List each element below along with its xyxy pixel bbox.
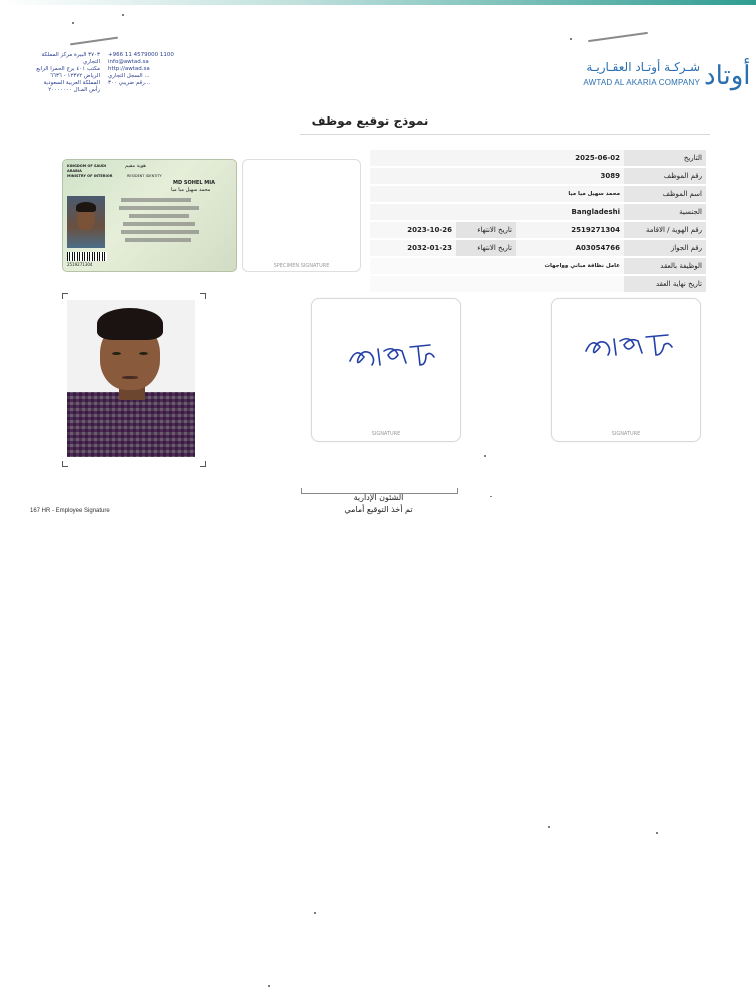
- id-card-text-line: [125, 238, 191, 242]
- scan-pen-mark: [70, 37, 118, 46]
- scan-speck: [72, 22, 74, 24]
- contact-line: رقم ضريبي ٣٠٠...: [108, 80, 151, 86]
- hr-department: الشئون الإدارية: [353, 493, 404, 502]
- scan-speck: [570, 38, 572, 40]
- contact-line: رأس المـال ٢٠٠٠٠٠٠٠: [48, 87, 100, 93]
- info-row: [370, 258, 706, 274]
- info-row: [370, 276, 706, 292]
- contact-line: الرياض ١٢٣٧٢ - ٦٦٣٦: [50, 73, 100, 79]
- info-row: [370, 222, 706, 238]
- id-card-photo: [67, 196, 105, 248]
- field-label: الجنسية: [624, 204, 706, 220]
- id-card-country: KINGDOM OF SAUDI ARABIA: [67, 164, 107, 173]
- id-card-type: RESIDENT IDENTITY: [127, 174, 162, 178]
- field-value: عامل نظافة مباني وواجهات: [370, 258, 624, 274]
- field-value: محمد سهيل ميا ميا: [370, 186, 624, 202]
- id-card-text-line: [119, 206, 199, 210]
- expiry-label: تاريخ الانتهاء: [456, 222, 516, 238]
- document-title: نموذج توقيع موظف: [311, 114, 429, 128]
- scan-speck: [314, 912, 316, 914]
- scan-speck: [490, 496, 492, 497]
- field-value: [370, 276, 624, 292]
- handwritten-signature: [552, 299, 700, 441]
- employee-photo: [67, 300, 195, 457]
- id-card-ministry: MINISTRY OF INTERIOR: [67, 174, 113, 178]
- contact-line: المملكة العربية السعودية: [43, 80, 100, 86]
- info-row: [370, 240, 706, 256]
- expiry-label: تاريخ الانتهاء: [456, 240, 516, 256]
- contact-line: +966 11 4579000 1100: [108, 52, 174, 58]
- scan-speck: [122, 14, 124, 16]
- scan-speck: [656, 832, 658, 834]
- info-row: [370, 186, 706, 202]
- field-value: A03054766: [516, 240, 624, 256]
- field-label: اسم الموظف: [624, 186, 706, 202]
- signature-box-2: [551, 298, 701, 442]
- id-card-type-ar: هوية مقيم: [125, 163, 146, 169]
- signature-label: SIGNATURE: [371, 431, 401, 437]
- field-value: Bangladeshi: [370, 204, 624, 220]
- company-logo: [562, 58, 751, 98]
- field-label: رقم الهوية / الاقامة: [624, 222, 706, 238]
- contact-arabic: [34, 52, 100, 94]
- field-value: 3089: [370, 168, 624, 184]
- contact-line: مكتب ٤٠١ برج الحمرا الرابع: [36, 66, 100, 72]
- id-card-barcode-number: 2519271304: [67, 262, 93, 267]
- handwritten-signature: [312, 299, 460, 441]
- hr-note: تم أخذ التوقيع أمامي: [344, 505, 413, 514]
- signature-box-1: [311, 298, 461, 442]
- expiry-value: 2032-01-23: [370, 240, 456, 256]
- field-label: رقم الجواز: [624, 240, 706, 256]
- specimen-signature-box: [242, 159, 361, 272]
- id-card-name-en: MD SOHEL MIA: [173, 180, 215, 186]
- signature-label: SIGNATURE: [611, 431, 641, 437]
- field-label: رقم الموظف: [624, 168, 706, 184]
- id-card-name-ar: محمد سهيل ميا ميا: [171, 187, 211, 193]
- field-label: تاريخ نهاية العقد: [624, 276, 706, 292]
- title-divider: [300, 134, 710, 135]
- form-footer-code: 167 HR - Employee Signature: [30, 508, 110, 514]
- top-accent-bar: [0, 0, 756, 5]
- contact-line: info@awtad.sa: [108, 59, 149, 65]
- scan-pen-mark: [588, 32, 648, 42]
- info-row: [370, 168, 706, 184]
- contact-line: السجل التجاري ...: [108, 73, 150, 79]
- residence-id-card-image: [62, 159, 237, 272]
- info-row: [370, 204, 706, 220]
- contact-line: ٣٧٠٣ البيرة مركز المملكة التجاري: [41, 52, 100, 65]
- logo-mark-icon: أوتاد: [704, 61, 751, 91]
- barcode-icon: [67, 252, 107, 261]
- id-card-text-line: [129, 214, 189, 218]
- scan-speck: [548, 826, 550, 828]
- contact-line: http://awtad.sa: [108, 66, 150, 72]
- specimen-signature-label: SPECIMEN SIGNATURE: [273, 263, 330, 269]
- scan-speck: [268, 985, 270, 987]
- field-label: الوظيفة بالعقد: [624, 258, 706, 274]
- company-name-arabic: شـركـة أوتـاد العقـاريـة: [586, 60, 700, 74]
- scan-speck: [484, 455, 486, 457]
- id-card-issuer: [67, 164, 117, 179]
- company-name-english: AWTAD AL AKARIA COMPANY: [583, 78, 700, 87]
- contact-english: [108, 52, 174, 87]
- info-row: [370, 150, 706, 166]
- id-card-text-line: [121, 230, 199, 234]
- field-value: 2025-06-02: [370, 150, 624, 166]
- id-card-text-line: [121, 198, 191, 202]
- field-value: 2519271304: [516, 222, 624, 238]
- field-label: التاريخ: [624, 150, 706, 166]
- expiry-value: 2023-10-26: [370, 222, 456, 238]
- id-card-text-line: [123, 222, 195, 226]
